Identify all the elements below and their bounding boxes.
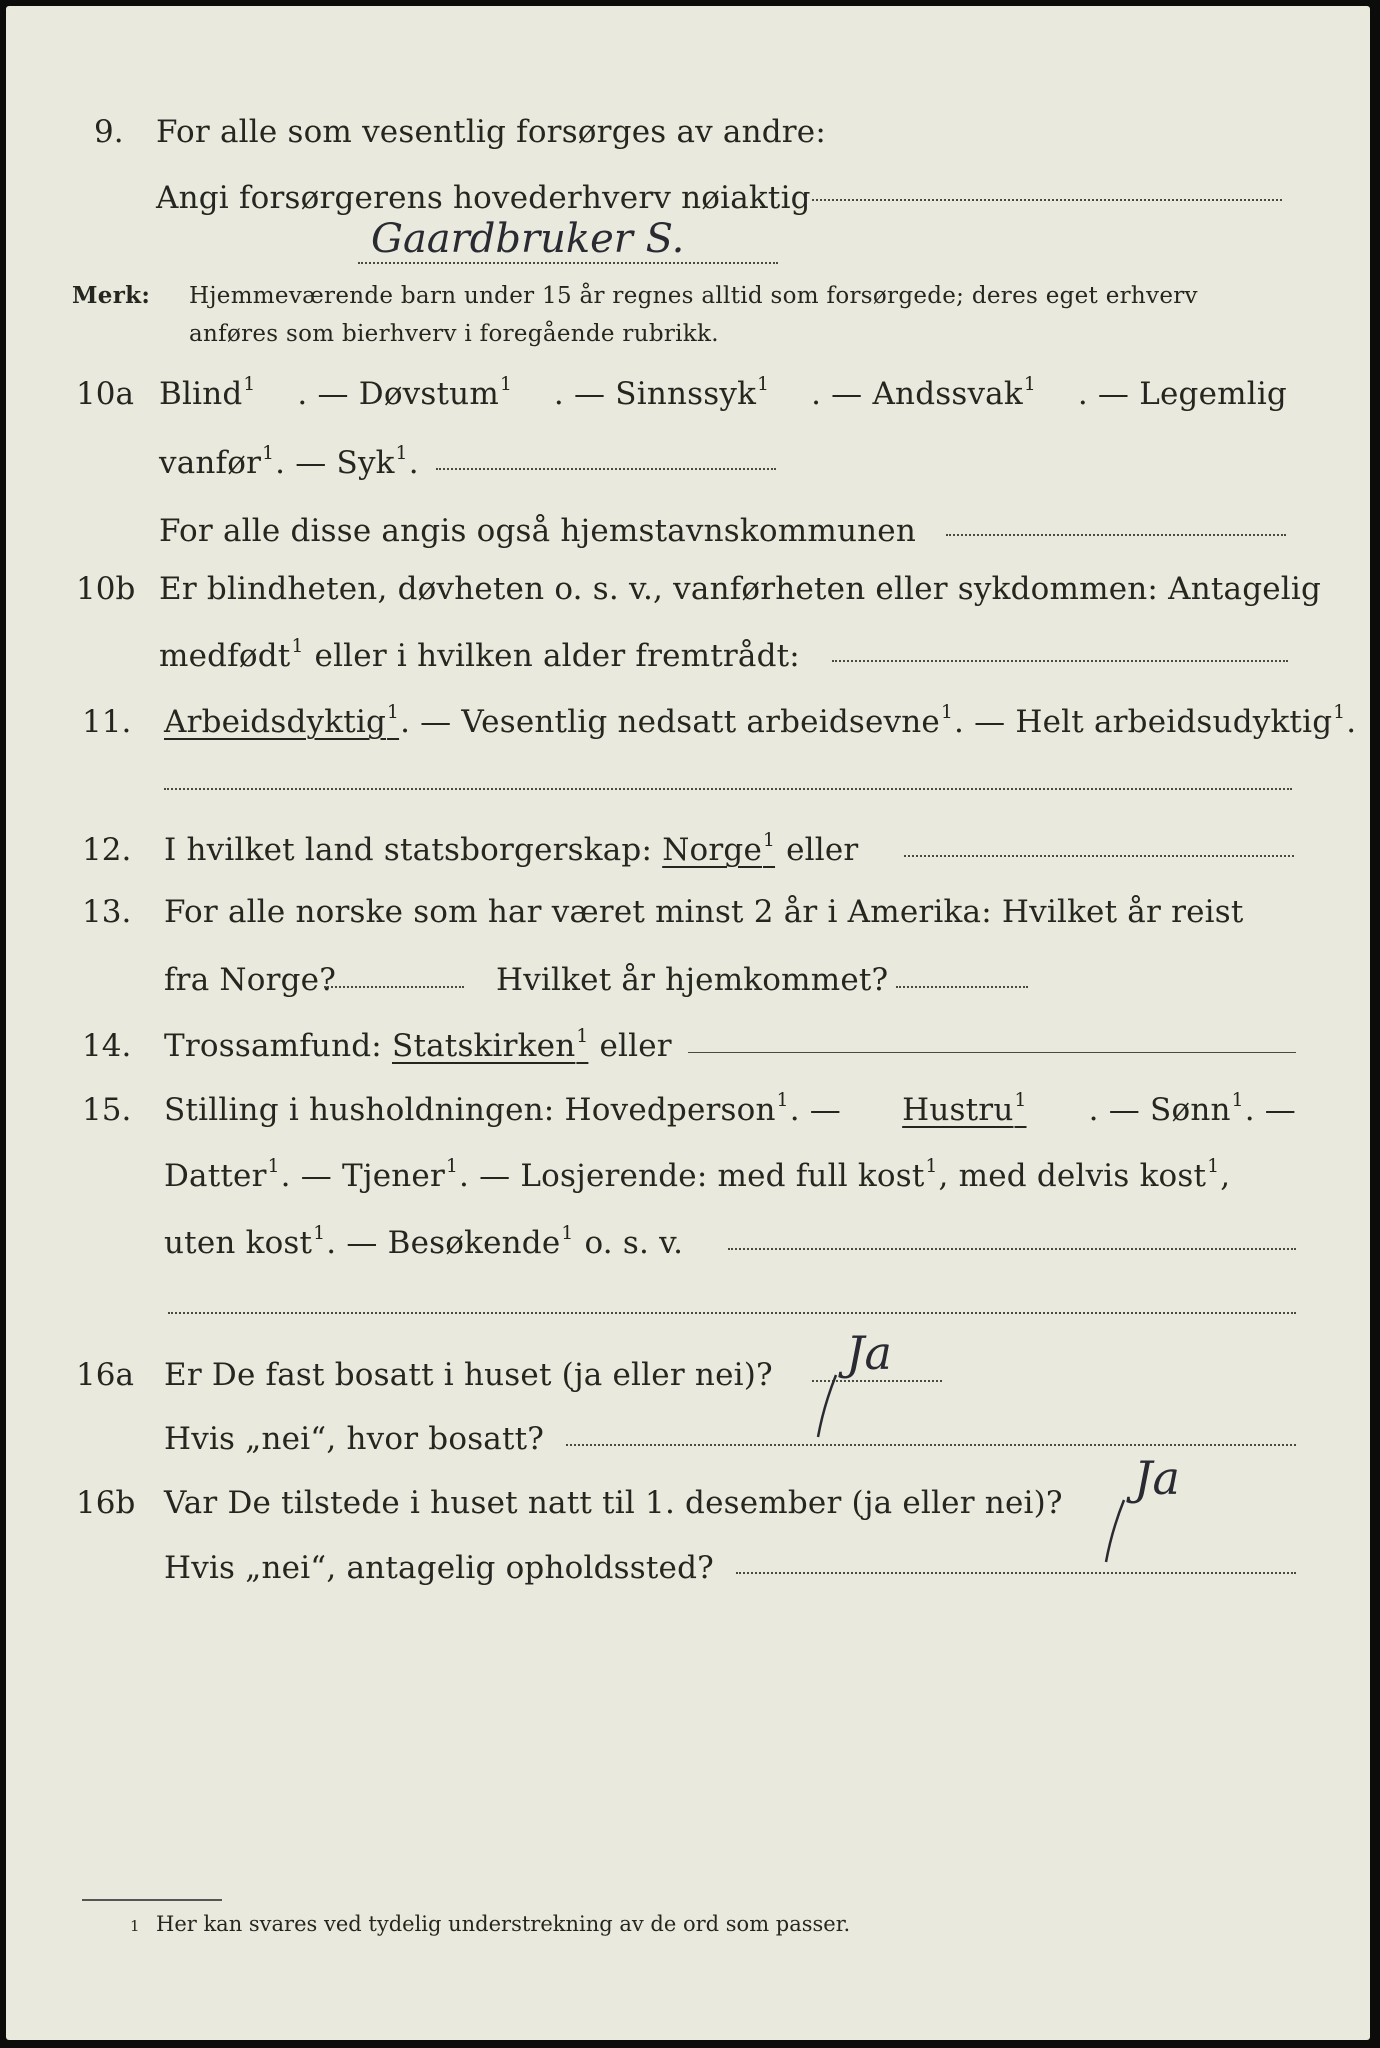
q16a-bosatt-line bbox=[566, 1444, 1296, 1446]
q16a-line1: Er De fast bosatt i huset (ja eller nei)? bbox=[164, 1357, 773, 1393]
q15-answer-line bbox=[728, 1248, 1296, 1250]
q11-line1: Arbeidsdyktig$^1$. — Vesentlig nedsatt arbeidsevne$^1$. — Helt arbeidsudyktig$^1$. bbox=[164, 702, 1357, 740]
q14-answer-line bbox=[688, 1052, 1296, 1053]
q15-sonn: . — Sønn$^1$. — bbox=[1088, 1090, 1296, 1128]
q12-answer-line bbox=[904, 855, 1294, 857]
q10b-line1: Er blindheten, døvheten o. s. v., vanførheten eller sykdommen: Antagelig bbox=[159, 571, 1322, 607]
q10a-dovstum: . — Døvstum$^1$ bbox=[297, 374, 512, 412]
q16b-line1: Var De tilstede i huset natt til 1. desember (ja eller nei)? bbox=[164, 1485, 1063, 1521]
q16b-number: 16b bbox=[76, 1485, 136, 1521]
q11-answer-line bbox=[164, 788, 1292, 790]
q15-hovedperson: Stilling i husholdningen: Hovedperson$^1$. — bbox=[164, 1090, 842, 1128]
q10b-line2: medfødt$^1$ eller i hvilken alder fremtrådt: bbox=[159, 636, 800, 674]
q10a-line2: vanfør$^1$. — Syk$^1$. bbox=[159, 443, 419, 481]
q13-line2a: fra Norge? bbox=[164, 962, 337, 998]
merk-line2: anføres som bierhverv i foregående rubrikk. bbox=[189, 321, 719, 347]
q10a-andssvak: . — Andssvak$^1$ bbox=[811, 374, 1036, 412]
merk-label: Merk: bbox=[72, 282, 151, 309]
q15-line3: uten kost$^1$. — Besøkende$^1$ o. s. v. bbox=[164, 1223, 684, 1261]
q12-line: I hvilket land statsborgerskap: Norge$^1$ eller bbox=[164, 830, 859, 868]
q10a-syk-line bbox=[436, 468, 776, 470]
q13-number: 13. bbox=[82, 894, 132, 930]
q10a-hjemstavn-line bbox=[946, 534, 1286, 536]
q9-line1: For alle som vesentlig forsørges av andre: bbox=[156, 114, 826, 150]
q16a-number: 16a bbox=[76, 1357, 134, 1393]
q9-number: 9. bbox=[94, 114, 124, 150]
q11-number: 11. bbox=[82, 704, 132, 740]
q10a-sinnssyk: . — Sinnssyk$^1$ bbox=[553, 374, 770, 412]
q10a-number: 10a bbox=[76, 376, 134, 412]
q9-line2: Angi forsørgerens hovederhverv nøiaktig bbox=[156, 180, 811, 216]
q15-answer-line-2 bbox=[168, 1312, 1296, 1314]
q10b-answer-line bbox=[832, 660, 1288, 662]
q14-number: 14. bbox=[82, 1028, 132, 1064]
census-form-page bbox=[6, 6, 1370, 2040]
q10a-line1 bbox=[159, 374, 1287, 414]
q14-line: Trossamfund: Statskirken$^1$ eller bbox=[164, 1026, 672, 1064]
q16b-opholdssted-line bbox=[736, 1572, 1296, 1574]
q9-handwritten-answer: Gaardbruker S. bbox=[371, 216, 685, 262]
q10a-legemlig: . — Legemlig bbox=[1077, 376, 1287, 412]
merk-line1: Hjemmeværende barn under 15 år regnes alltid som forsørgede; deres eget erhverv bbox=[189, 283, 1198, 309]
q9-answer-line-2 bbox=[358, 262, 778, 264]
q16a-handwritten-answer: Ja bbox=[846, 1326, 892, 1380]
q15-hustru-underlined: Hustru$^1$ bbox=[902, 1090, 1027, 1128]
q12-number: 12. bbox=[82, 832, 132, 868]
q13-line2b: Hvilket år hjemkommet? bbox=[496, 962, 889, 998]
q13-reist-line bbox=[324, 986, 464, 988]
q16b-handwritten-answer: Ja bbox=[1134, 1451, 1180, 1505]
q10b-number: 10b bbox=[76, 571, 136, 607]
q11-arbeidsdyktig-underlined: Arbeidsdyktig$^1$ bbox=[164, 702, 400, 740]
q12-norge-underlined: Norge$^1$ bbox=[662, 830, 776, 868]
q16b-line2: Hvis „nei“, antagelig opholdssted? bbox=[164, 1550, 714, 1586]
q16a-check-mark bbox=[814, 1371, 844, 1441]
q13-line1: For alle norske som har været minst 2 år i Amerika: Hvilket år reist bbox=[164, 894, 1244, 930]
q9-answer-line bbox=[812, 199, 1282, 201]
footnote-rule bbox=[82, 1899, 222, 1901]
q16b-check-mark bbox=[1102, 1496, 1132, 1566]
q10a-blind: Blind$^1$ bbox=[159, 374, 256, 412]
q16a-line2: Hvis „nei“, hvor bosatt? bbox=[164, 1421, 545, 1457]
q10a-line3: For alle disse angis også hjemstavnskommunen bbox=[159, 513, 916, 549]
q13-hjemkommet-line bbox=[896, 986, 1028, 988]
q15-line2: Datter$^1$. — Tjener$^1$. — Losjerende: med full kost$^1$, med delvis kost$^1$, bbox=[164, 1156, 1231, 1194]
footnote-mark: 1 bbox=[130, 1917, 140, 1935]
q14-statskirken-underlined: Statskirken$^1$ bbox=[392, 1026, 589, 1064]
q15-line1 bbox=[164, 1090, 1296, 1130]
footnote-text: Her kan svares ved tydelig understrekning av de ord som passer. bbox=[156, 1912, 851, 1936]
q15-number: 15. bbox=[82, 1092, 132, 1128]
